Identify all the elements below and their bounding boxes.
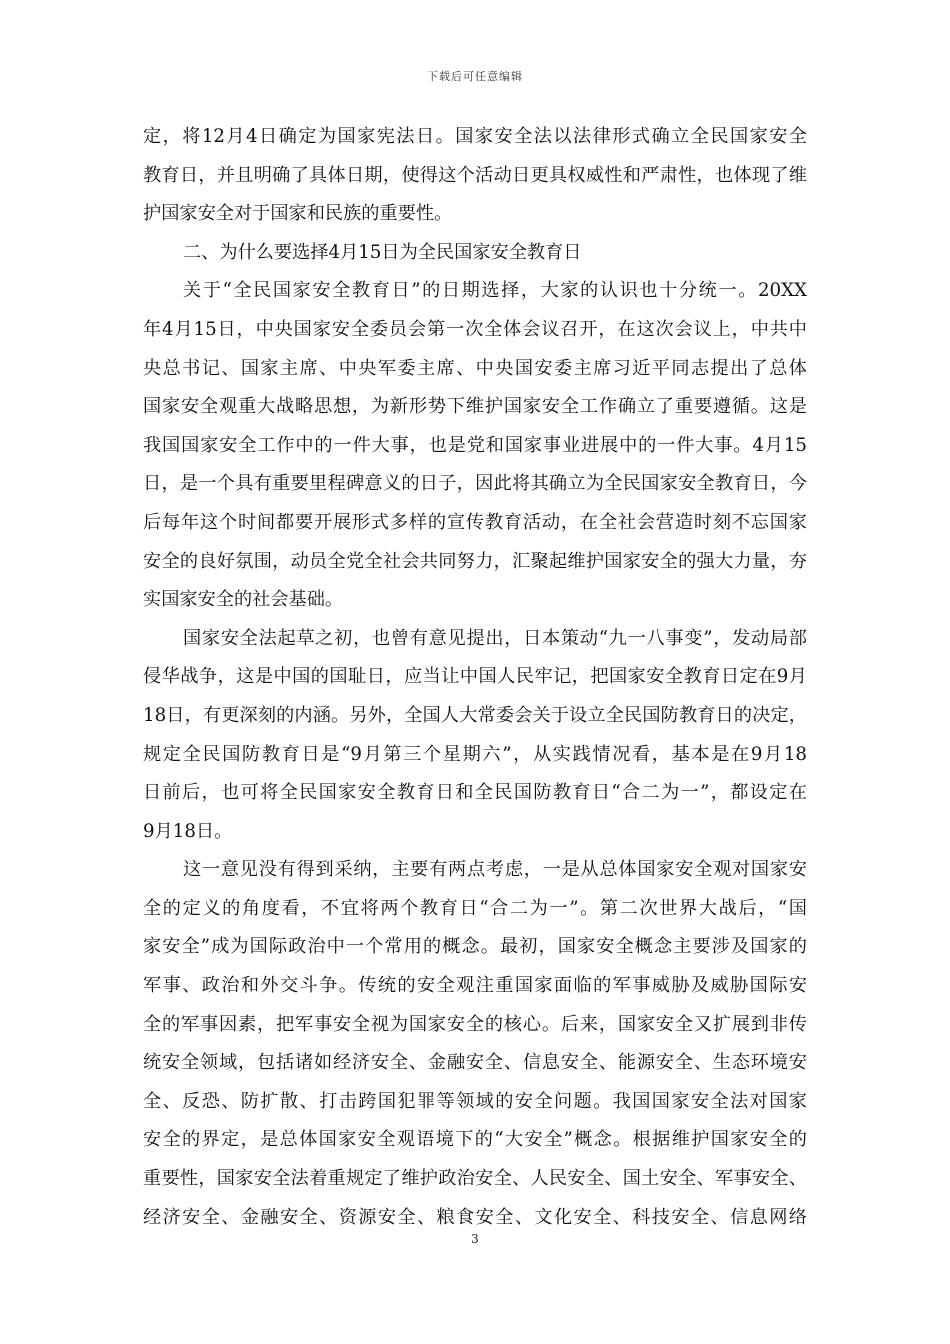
text-line: 安全的良好氛围，动员全党全社会共同努力，汇聚起维护国家安全的强大力量，夯 [143,550,807,572]
text-line: 这一意见没有得到采纳，主要有两点考虑，一是从总体国家安全观对国家安 [183,859,807,881]
text-line: 规定全民国防教育日是“9月第三个星期六”，从实践情况看，基本是在9月18 [143,743,807,765]
text-line: 国家安全观重大战略思想，为新形势下维护国家安全工作确立了重要遵循。这是 [143,396,807,418]
text-line: 全、反恐、防扩散、打击跨国犯罪等领域的安全问题。我国国家安全法对国家 [143,1090,807,1112]
text-line: 护国家安全对于国家和民族的重要性。 [143,203,453,225]
page-header: 下载后可任意编辑 [427,70,523,83]
text-line: 军事、政治和外交斗争。传统的安全观注重国家面临的军事威胁及威胁国际安 [143,975,807,997]
text-line: 日，是一个具有重要里程碑意义的日子，因此将其确立为全民国家安全教育日，今 [143,473,807,495]
document-body [143,118,807,1237]
text-line: 定，将12月4日确定为国家宪法日。国家安全法以法律形式确立全民国家安全 [143,126,807,147]
text-line: 安全的界定，是总体国家安全观语境下的“大安全”概念。根据维护国家安全的 [143,1129,807,1151]
text-line: 后每年这个时间都要开展形式多样的宣传教育活动，在全社会营造时刻不忘国家 [143,511,807,533]
text-line: 教育日，并且明确了具体日期，使得这个活动日更具权威性和严肃性，也体现了维 [143,164,807,186]
page-number: 3 [471,1232,479,1246]
text-line: 关于“全民国家安全教育日”的日期选择，大家的认识也十分统一。20XX [183,280,807,302]
text-line: 经济安全、金融安全、资源安全、粮食安全、文化安全、科技安全、信息网络 [143,1206,807,1228]
text-line: 家安全”成为国际政治中一个常用的概念。最初，国家安全概念主要涉及国家的 [143,936,807,958]
text-line: 实国家安全的社会基础。 [143,589,344,611]
text-line: 全的军事因素，把军事安全视为国家安全的核心。后来，国家安全又扩展到非传 [143,1013,807,1035]
text-line: 我国国家安全工作中的一件大事，也是党和国家事业进展中的一件大事。4月15 [143,434,807,456]
text-line: 日前后，也可将全民国家安全教育日和全民国防教育日“合二为一”，都设定在 [143,782,807,804]
text-line: 9月18日。 [143,820,233,842]
text-line: 央总书记、国家主席、中央军委主席、中央国安委主席习近平同志提出了总体 [143,357,807,379]
text-line: 重要性，国家安全法着重规定了维护政治安全、人民安全、国土安全、军事安全、 [143,1168,807,1190]
text-line: 18日，有更深刻的内涵。另外，全国人大常委会关于设立全民国防教育日的决定， [143,704,807,726]
text-line: 国家安全法起草之初，也曾有意见提出，日本策动“九一八事变”，发动局部 [183,627,807,649]
text-line: 二、为什么要选择4月15日为全民国家安全教育日 [183,241,582,263]
text-line: 全的定义的角度看，不宜将两个教育日“合二为一”。第二次世界大战后，“国 [143,897,807,919]
text-line: 统安全领域，包括诸如经济安全、金融安全、信息安全、能源安全、生态环境安 [143,1052,807,1074]
text-line: 侵华战争，这是中国的国耻日，应当让中国人民牢记，把国家安全教育日定在9月 [143,666,807,688]
text-line: 年4月15日，中央国家安全委员会第一次全体会议召开，在这次会议上，中共中 [143,318,807,340]
